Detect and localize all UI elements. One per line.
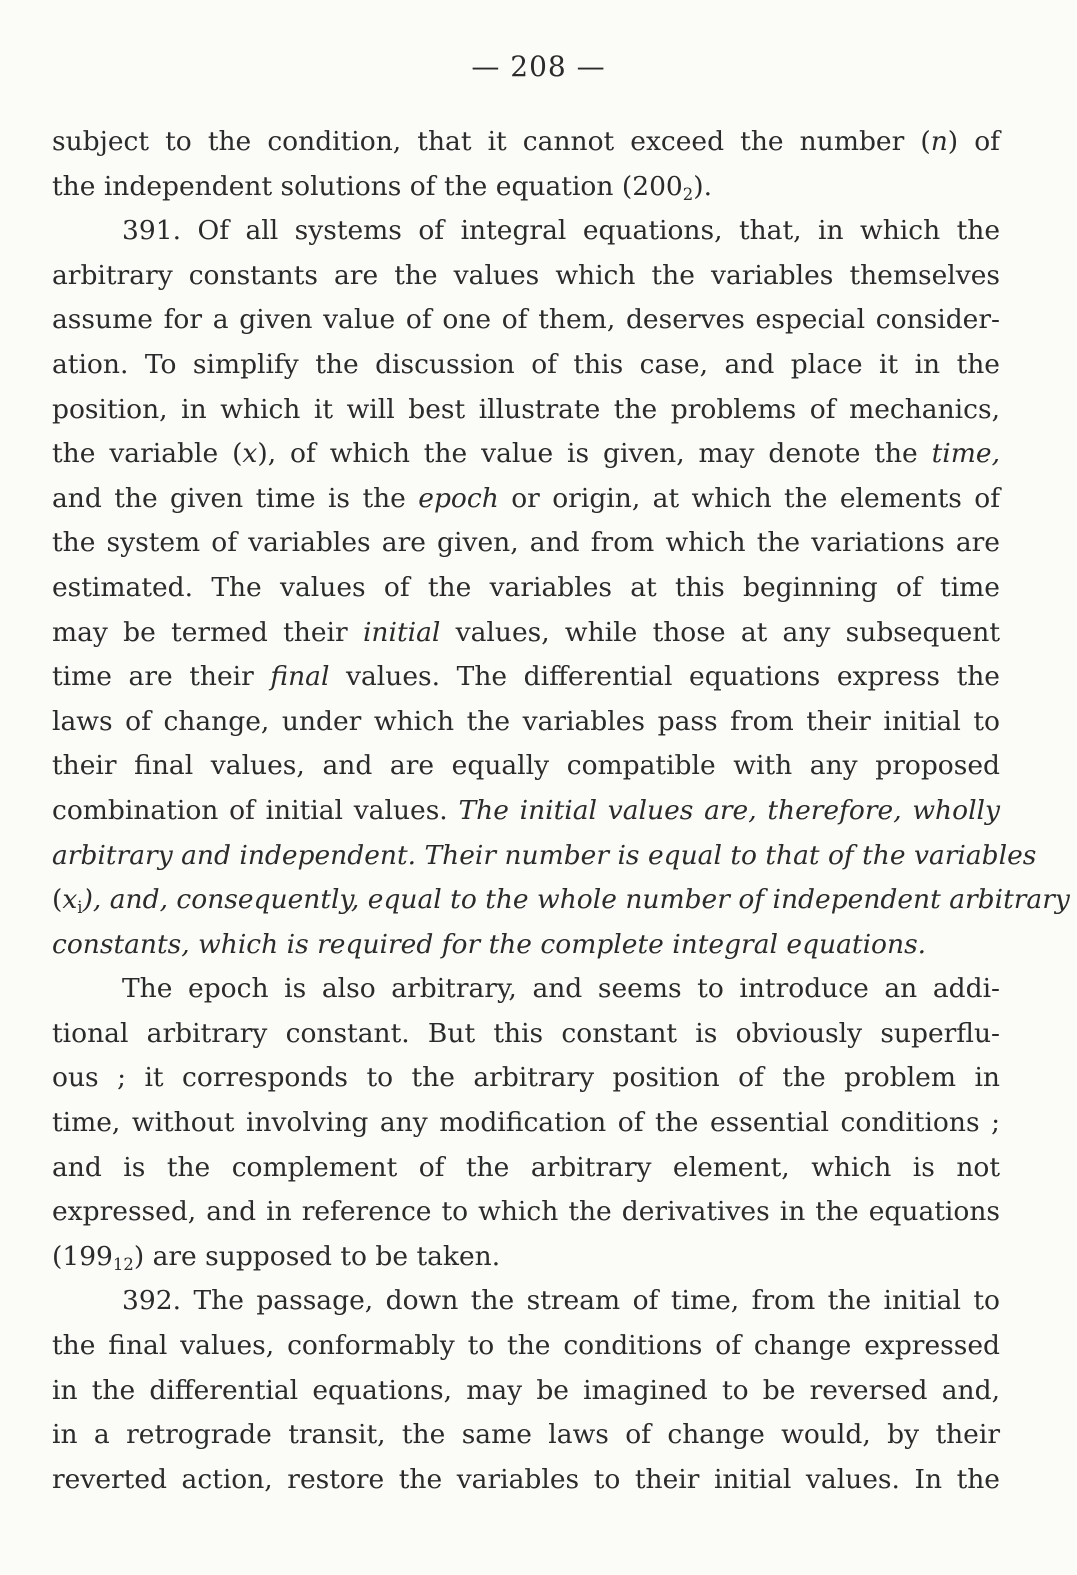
text-line: tional arbitrary constant. But this constant is obviously superflu- [52, 1017, 1000, 1049]
text-line: in a retrograde transit, the same laws of change would, by their [52, 1419, 1000, 1451]
text-line: their final values, and are equally compatible with any proposed [52, 750, 1000, 782]
text-line: the final values, conformably to the conditions of change expressed [52, 1330, 1000, 1362]
text-line: and the given time is the epoch or origin, at which the elements of [52, 482, 1001, 514]
page-number: — 208 — [471, 50, 606, 83]
text-line: ation. To simplify the discussion of this case, and place it in the [52, 348, 1000, 380]
italic-text-line: constants, which is required for the complete integral equations. [52, 928, 927, 960]
paragraph-start: The epoch is also arbitrary, and seems to introduce an addi- [122, 973, 1000, 1005]
section-392-start: 392. The passage, down the stream of time, from the initial to [122, 1285, 1000, 1317]
text-line: the variable (x), of which the value is given, may denote the time, [52, 438, 1000, 470]
section-391-start: 391. Of all systems of integral equations, that, in which the [122, 215, 1000, 247]
text-line: laws of change, under which the variables pass from their initial to [52, 705, 1000, 737]
text-line: in the differential equations, may be imagined to be reversed and, [52, 1374, 1000, 1406]
text-line: ous ; it corresponds to the arbitrary position of the problem in [52, 1062, 1000, 1094]
text-line: may be termed their initial values, while those at any subsequent [52, 616, 1000, 648]
text-line: combination of initial values. The initial values are, therefore, wholly [52, 794, 1000, 826]
page-body-text [52, 120, 1070, 1502]
text-line: expressed, and in reference to which the derivatives in the equations [52, 1196, 1000, 1228]
text-line: estimated. The values of the variables at this beginning of time [52, 571, 1000, 603]
text-line: and is the complement of the arbitrary element, which is not [52, 1151, 1000, 1183]
text-line: $(x_i)$, and, consequently, equal to the whole number of independent arbitrary [52, 884, 1070, 918]
text-line: assume for a given value of one of them, deserves especial consider- [52, 304, 1000, 336]
text-line: the independent solutions of the equation $(200_2)$. [52, 170, 713, 204]
text-line: subject to the condition, that it cannot exceed the number (n) of [52, 126, 1000, 157]
text-line: time, without involving any modification of the essential conditions ; [52, 1107, 1000, 1139]
italic-text-line: arbitrary and independent. Their number is equal to that of the variables [52, 839, 1037, 871]
text-line: $(199_{12})$ are supposed to be taken. [52, 1240, 501, 1274]
text-line: position, in which it will best illustrate the problems of mechanics, [52, 393, 1000, 425]
text-line: time are their final values. The differential equations express the [52, 661, 1000, 693]
text-line: the system of variables are given, and from which the variations are [52, 527, 1000, 559]
text-line: reverted action, restore the variables to their initial values. In the [52, 1463, 1000, 1495]
text-line: arbitrary constants are the values which the variables themselves [52, 259, 1000, 291]
